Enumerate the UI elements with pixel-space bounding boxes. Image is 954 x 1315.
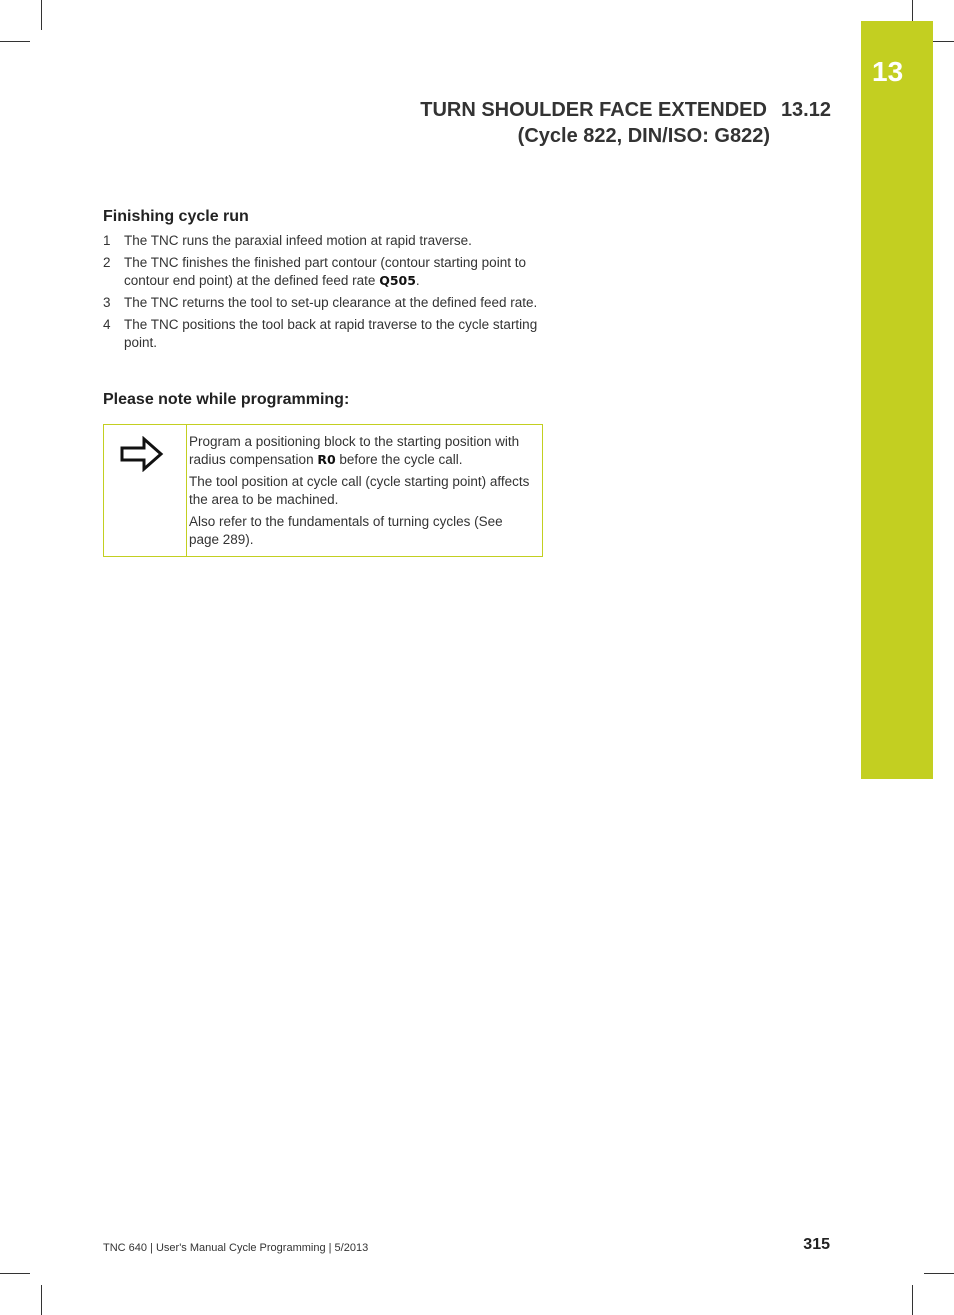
finishing-steps — [103, 232, 548, 356]
step-number: 3 — [103, 295, 111, 310]
note-paragraph: Also refer to the fundamentals of turning cycles (See page 289). — [189, 514, 503, 547]
note-icon-cell — [104, 425, 187, 556]
header-line-2: (Cycle 822, DIN/ISO: G822) — [517, 125, 770, 147]
list-item — [103, 294, 548, 312]
finishing-heading: Finishing cycle run — [103, 208, 249, 225]
note-box — [103, 424, 543, 557]
list-item — [103, 232, 548, 250]
header-title: TURN SHOULDER FACE EXTENDED — [420, 99, 767, 121]
radius-comp-code: R0 — [317, 452, 336, 467]
note-heading: Please note while programming: — [103, 391, 350, 408]
crop-mark — [41, 0, 42, 30]
crop-mark — [0, 41, 30, 42]
step-number: 4 — [103, 317, 111, 332]
footer-text: TNC 640 | User's Manual Cycle Programming | 5/2013 — [103, 1242, 369, 1254]
step-text-end: . — [415, 273, 420, 288]
crop-mark — [0, 1273, 30, 1274]
crop-mark — [41, 1285, 42, 1315]
step-text: The TNC returns the tool to set-up clearance at the defined feed rate. — [124, 295, 538, 310]
note-text-part: Program a positioning block to the starting position with radius compensation — [189, 434, 520, 467]
list-item — [103, 316, 548, 352]
note-text-part: before the cycle call. — [335, 452, 463, 467]
chapter-number: 13 — [872, 56, 904, 87]
step-number: 1 — [103, 233, 111, 248]
page-header — [420, 97, 831, 149]
list-item — [103, 254, 548, 290]
step-text: The TNC runs the paraxial infeed motion at rapid traverse. — [124, 233, 472, 248]
note-paragraph — [189, 433, 532, 469]
step-text: The TNC positions the tool back at rapid traverse to the cycle starting point. — [124, 317, 538, 350]
section-number: 13.12 — [780, 99, 831, 121]
page-number: 315 — [803, 1236, 830, 1253]
note-text — [187, 425, 542, 556]
arrow-right-icon — [120, 436, 164, 472]
note-paragraph: The tool position at cycle call (cycle starting point) affects the area to be machined. — [189, 474, 530, 507]
crop-mark — [912, 1285, 913, 1315]
feed-rate-code: Q505 — [379, 273, 416, 288]
step-number: 2 — [103, 255, 111, 270]
step-text-wrapper — [124, 254, 548, 290]
step-text: The TNC finishes the finished part contour (contour starting point to contour end point) at the defined feed rate — [124, 255, 526, 288]
crop-mark — [924, 1273, 954, 1274]
chapter-tab — [861, 21, 933, 779]
header-line-1 — [420, 97, 831, 123]
